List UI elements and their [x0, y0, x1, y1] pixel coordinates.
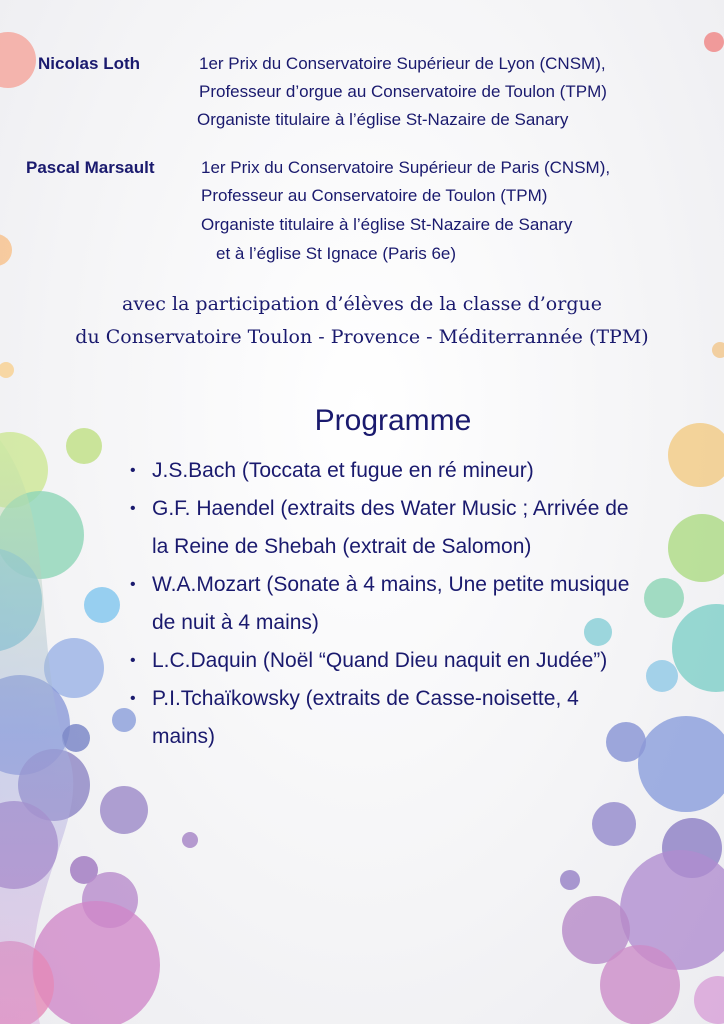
musician-line: Organiste titulaire à l’église St-Nazaire de Sanary	[197, 110, 569, 129]
musician-line: 1er Prix du Conservatoire Supérieur de Paris (CNSM),	[201, 158, 611, 177]
programme-item: • G.F. Haendel (extraits des Water Music ; Arrivée de la Reine de Shebah (extrait de Salomon)	[122, 490, 642, 566]
programme-title: Programme	[314, 404, 472, 437]
musician-line: Professeur au Conservatoire de Toulon (TPM)	[201, 186, 548, 205]
programme-item: • W.A.Mozart (Sonate à 4 mains, Une petite musique de nuit à 4 mains)	[122, 566, 642, 642]
musician-line: Professeur d’orgue au Conservatoire de Toulon (TPM)	[199, 82, 607, 101]
programme-item: • J.S.Bach (Toccata et fugue en ré mineur)	[122, 452, 642, 490]
programme-list	[122, 452, 642, 756]
musician-line: Organiste titulaire à l’église St-Nazaire de Sanary	[201, 215, 573, 234]
participation-line-1: avec la participation d’élèves de la classe d’orgue	[122, 293, 602, 315]
musician-line: 1er Prix du Conservatoire Supérieur de Lyon (CNSM),	[199, 54, 606, 73]
musician-name: Nicolas Loth	[38, 54, 141, 73]
musician-name: Pascal Marsault	[26, 158, 155, 177]
programme-item: • P.I.Tchaïkowsky (extraits de Casse-noisette, 4 mains)	[122, 680, 642, 756]
participation-line-2: du Conservatoire Toulon - Provence - Méditerrannée (TPM)	[75, 326, 649, 348]
musician-line: et à l’église St Ignace (Paris 6e)	[216, 244, 457, 263]
programme-item: • L.C.Daquin (Noël “Quand Dieu naquit en Judée”)	[122, 642, 642, 680]
